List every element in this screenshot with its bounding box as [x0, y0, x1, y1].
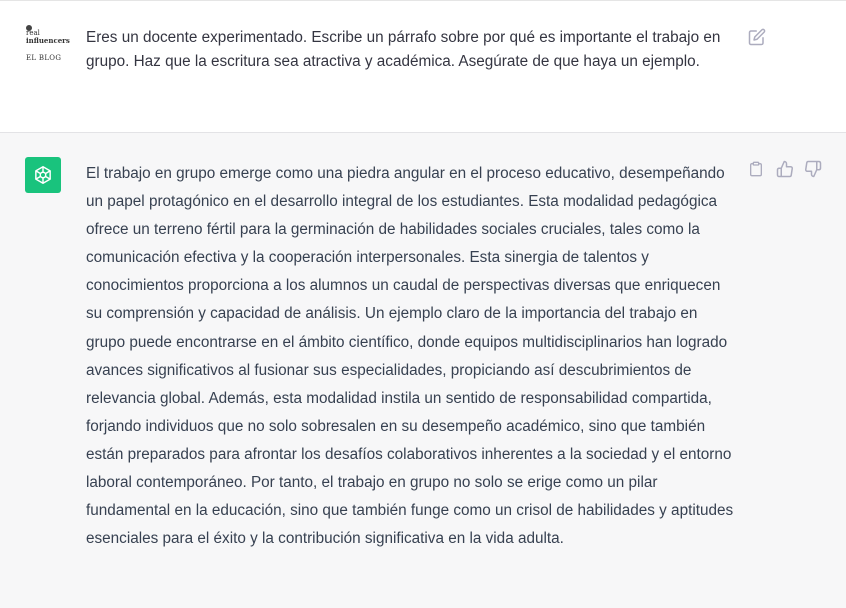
avatar-line2: influencers [26, 36, 70, 45]
clipboard-icon[interactable] [748, 160, 768, 180]
avatar-line3: EL BLOG [26, 54, 62, 62]
edit-icon[interactable] [748, 28, 768, 48]
assistant-message [0, 133, 846, 608]
user-message-text: Eres un docente experimentado. Escribe un párrafo sobre por qué es importante el trabajo en grupo. Haz que la escritura sea atractiva y académica. Asegúrate de que haya un ejemplo. [86, 29, 721, 70]
avatar-line1: real [26, 29, 40, 37]
openai-logo-icon [32, 164, 54, 186]
assistant-message-text: El trabajo en grupo emerge como una piedra angular en el proceso educativo, desempeñando un papel protagónico en el desarrollo integral de los estudiantes. Esta modalidad pedagógica ofrece un terreno fértil para la germinación de habilidades sociales cruciales, tales como la comunicación efectiva y la cooperación interpersonales. Esta sinergia de talentos y conocimientos proporciona a los alumnos un caudal de perspectivas diversas que enriquecen su comprensión y capacidad de análisis. Un ejemplo claro de la importancia del trabajo en grupo puede encontrarse en el ámbito científico, donde equipos multidisciplinarios han logrado avances significativos al fusionar sus especialidades, propiciando así descubrimientos de relevancia global. Además, esta modalidad instila un sentido de responsabilidad compartida, forjando individuos que no solo sobresalen en su desempeño académico, sino que también están preparados para afrontar los desafíos colaborativos inherentes a la sociedad y el entorno laboral contemporáneo. Por tanto, el trabajo en grupo no solo se erige como un pilar fundamental en la educación, sino que también funge como un crisol de habilidades y aptitudes esenciales para el éxito y la contribución significativa en la vida adulta. [86, 165, 734, 548]
user-avatar [22, 25, 72, 67]
assistant-avatar [25, 157, 61, 193]
thumbs-up-icon[interactable] [776, 160, 796, 180]
thumbs-down-icon[interactable] [804, 160, 824, 180]
message-actions [748, 160, 828, 180]
user-message [0, 1, 846, 133]
